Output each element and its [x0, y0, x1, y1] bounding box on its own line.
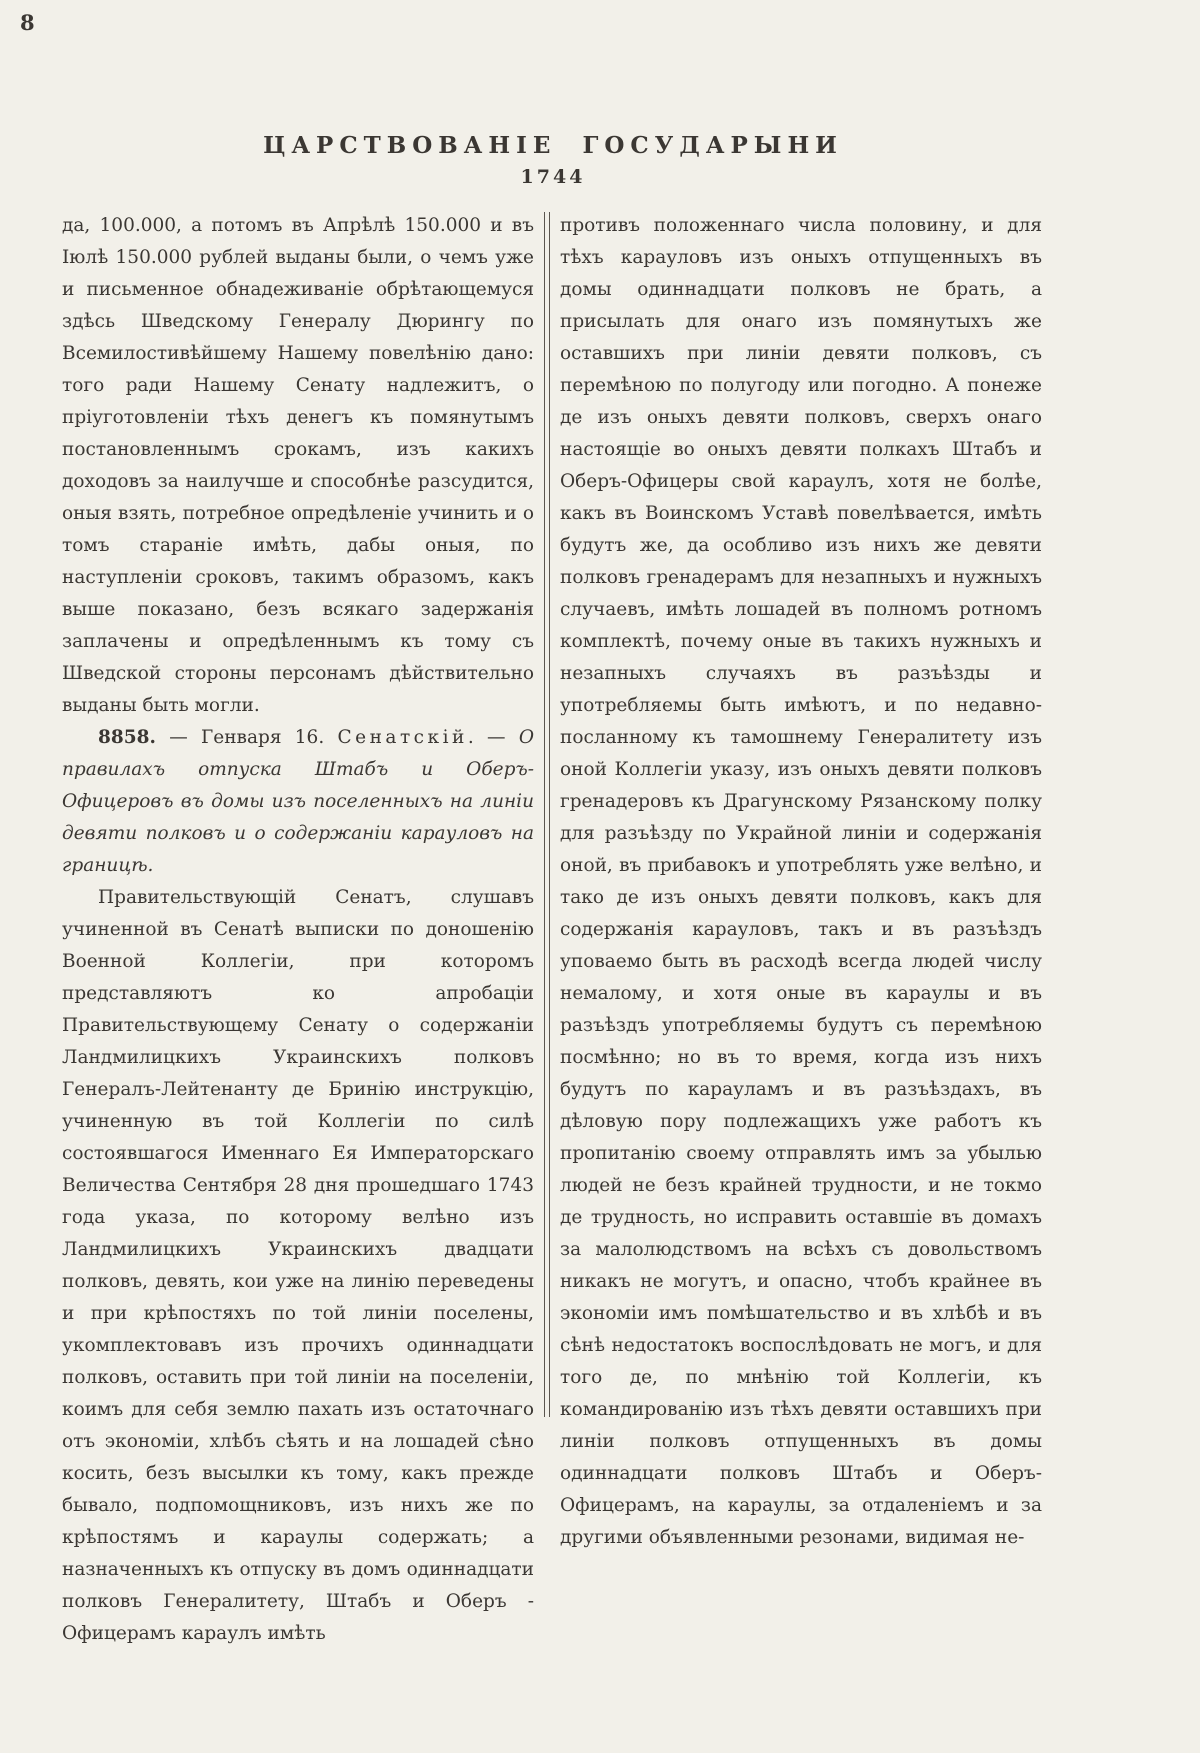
text-run: 8858.: [98, 726, 156, 748]
text-run: Правительствующій Сенатъ, слушавъ учиненной въ Сенатѣ выписки по доношенію Военной Коллегіи, при которомъ представляютъ ко апробаціи Правительствующему Сенату о содержаніи Ландмилицкихъ Украинскихъ полковъ Генералъ-Лейтенанту де Бринію инструкцію, учиненную въ той Коллегіи по силѣ состоявшагося Именнаго Ея Императорскаго Величества Сентября 28 дня прошедшаго 1743 года указа, по которому велѣно изъ Ландмилицкихъ Украинскихъ двадцати полковъ, девять, кои уже на линію переведены и при крѣпостяхъ по той линіи поселены, укомплектовавъ изъ прочихъ одиннадцати полковъ, оставить при той линіи на поселеніи, коимъ для себя землю пахать изъ остаточнаго отъ экономіи, хлѣбъ сѣять и на лошадей сѣно косить, безъ высылки къ тому, какъ прежде бывало, подпомощниковъ, изъ нихъ же по крѣпостямъ и караулы содержать; а назначенныхъ къ отпуску въ домъ одиннадцати полковъ Генералитету, Штабъ и Оберъ - Офицерамъ караулъ имѣть: [62, 886, 534, 1644]
page-content: [62, 132, 1044, 1650]
paragraph: [62, 882, 534, 1650]
year-heading: 1744: [520, 165, 586, 188]
text-run: да, 100.000, а потомъ въ Апрѣлѣ 150.000 и въ Іюлѣ 150.000 рублей выданы были, о чемъ уже и письменное обнадеживаніе обрѣтающемуся здѣсь Шведскому Генералу Дюрингу по Всемилостивѣйшему Нашему повелѣнію дано: того ради Нашему Сенату надлежитъ, о пріуготовленіи тѣхъ денегъ къ помянутымъ постановленнымъ срокамъ, изъ какихъ доходовъ за наилучше и способнѣе разсудится, оныя взять, потребное опредѣленіе учинить и о томъ стараніе имѣть, дабы оныя, по наступленіи сроковъ, такимъ образомъ, какъ выше показано, безъ всякаго задержанія заплачены и опредѣленнымъ къ тому съ Шведской стороны персонамъ дѣйствительно выданы быть могли.: [62, 214, 534, 716]
column-divider: [544, 212, 550, 1417]
right-column: [560, 210, 1042, 1554]
text-run: противъ положеннаго числа половину, и для тѣхъ карауловъ изъ оныхъ отпущенныхъ въ домы одиннадцати полковъ не брать, а присылать для онаго изъ помянутыхъ же оставшихъ при линіи девяти полковъ, съ перемѣною по полугоду или погодно. А понеже де изъ оныхъ девяти полковъ, сверхъ онаго настоящіе во оныхъ девяти полкахъ Штабъ и Оберъ-Офицеры свой караулъ, хотя не болѣе, какъ въ Воинскомъ Уставѣ повелѣвается, имѣть будутъ же, да особливо изъ нихъ же девяти полковъ гренадерамъ для незапныхъ и нужныхъ случаевъ, имѣть лошадей въ полномъ ротномъ комплектѣ, почему оные въ такихъ нужныхъ и незапныхъ случаяхъ въ разъѣзды и употребляемы быть имѣютъ, и по недавно-посланному къ тамошнему Генералитету изъ оной Коллегіи указу, изъ оныхъ девяти полковъ гренадеровъ къ Драгунскому Рязанскому полку для разъѣзду по Украйной линіи и содержанія оной, въ прибавокъ и употреблять уже велѣно, и тако де изъ оныхъ девяти полковъ, какъ для содержанія карауловъ, такъ и въ разъѣздъ уповаемо быть въ расходѣ всегда людей числу немалому, и хотя оные въ караулы и въ разъѣздъ употребляемы будутъ съ перемѣною посмѣнно; но въ то время, когда изъ нихъ будутъ по карауламъ и въ разъѣздахъ, въ дѣловую пору подлежащихъ уже работъ къ пропитанію своему отправлять имъ за убылью людей не безъ крайней трудности, и не токмо де трудность, но исправить оставшіе въ домахъ за малолюдствомъ на всѣхъ съ довольствомъ никакъ не могутъ, и опасно, чтобъ крайнее въ экономіи имъ помѣшательство и въ хлѣбѣ и въ сѣнѣ недостатокъ воспослѣдовать не могъ, и для того де, по мнѣнію той Коллегіи, къ командированію изъ тѣхъ девяти оставшихъ при линіи полковъ отпущенныхъ въ домы одиннадцати полковъ Штабъ и Оберъ-Офицерамъ, на караулы, за отдаленіемъ и за другими объявленными резонами, видимая не-: [560, 214, 1042, 1548]
text-run: . —: [467, 726, 519, 748]
page-title: ЦАРСТВОВАНІЕ ГОСУДАРЫНИ: [263, 132, 843, 159]
paragraph: [62, 210, 534, 722]
left-column: [62, 210, 534, 1650]
text-run: Сенатскій: [337, 726, 468, 748]
text-run: — Генваря 16.: [155, 726, 338, 748]
page-number: 8: [20, 10, 36, 35]
text-run: О правилахъ отпуска Штабъ и Оберъ-Офицеровъ въ домы изъ поселенныхъ на линіи девяти полковъ и о содержаніи карауловъ на границѣ.: [62, 726, 534, 876]
paragraph: [62, 722, 534, 882]
text-columns: [62, 210, 1044, 1650]
paragraph: [560, 210, 1042, 1554]
